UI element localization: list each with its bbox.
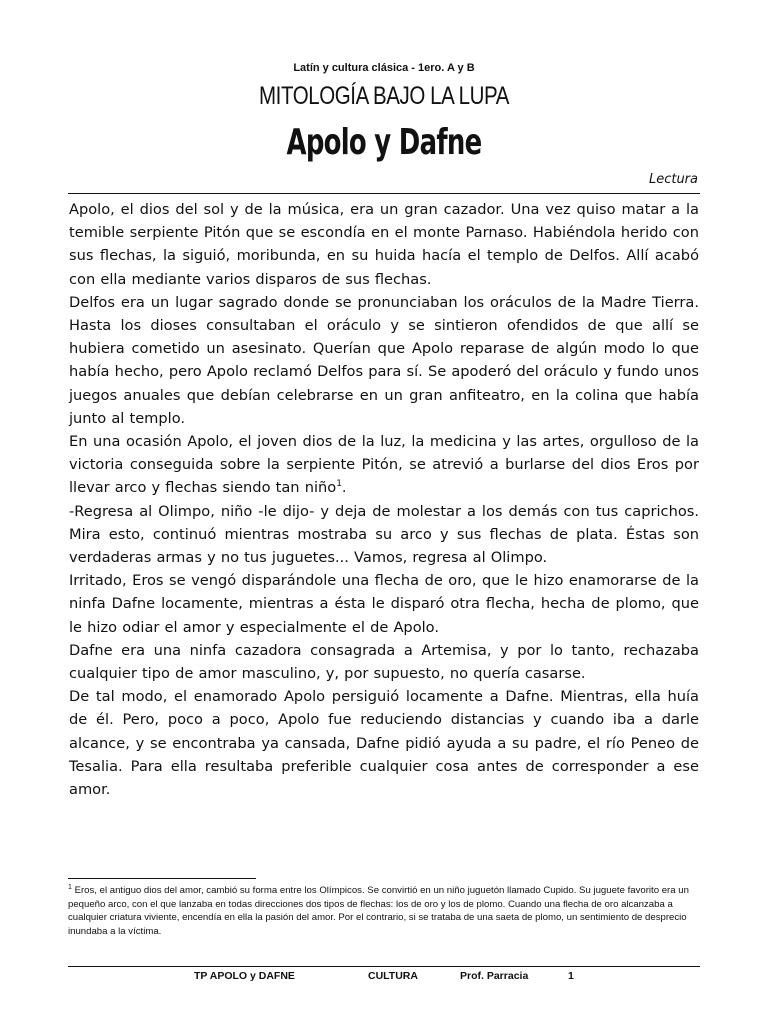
footnote-reference[interactable]: 1 — [336, 479, 342, 490]
footer-divider — [68, 966, 700, 967]
page-title: Apolo y Dafne — [286, 122, 482, 163]
paragraph — [69, 430, 699, 500]
footer-doc: TP APOLO y DAFNE — [194, 970, 295, 982]
page-number: 1 — [568, 970, 574, 982]
footnote-divider — [68, 878, 256, 879]
paragraph: -Regresa al Olimpo, niño -le dijo- y deja de molestar a los demás con tus caprichos. Mira esto, continuó mientras mostraba su arco y sus flechas de plata. Éstas son verdaderas armas y no tus juguetes... Vamos, regresa al Olimpo. — [69, 502, 699, 567]
footnote-text: Eros, el antiguo dios del amor, cambió su forma entre los Olímpicos. Se convirtió en un niño juguetón llamado Cupido. Su juguete favorito era un pequeño arco, con el que lanzaba en todas direcciones dos tipos de flechas: los de oro y los de plomo. Cuando una flecha de oro alcanzaba a cualquier criatura viviente, encendía en ella la pasión del amor. Por el contrario, si se trataba de una saeta de plomo, un sentimiento de desprecio inundaba a la víctima. — [68, 885, 689, 937]
document-page — [68, 0, 700, 1024]
paragraph: De tal modo, el enamorado Apolo persiguió locamente a Dafne. Mientras, ella huía de él. Pero, poco a poco, Apolo fue reduciendo distancias y cuando iba a darle alcance, y se encontraba ya cansada, Dafne pidió ayuda a su padre, el río Peneo de Tesalia. Para ella resultaba preferible cualquier cosa antes de corresponder a ese amor. — [69, 688, 699, 799]
section-label: Lectura — [648, 172, 698, 187]
paragraph: Dafne era una ninfa cazadora consagrada a Artemisa, y por lo tanto, rechazaba cualquier tipo de amor masculino, y, por supuesto, no quería casarse. — [69, 641, 699, 683]
footnote-marker: 1 — [68, 883, 72, 891]
paragraph: Delfos era un lugar sagrado donde se pronunciaban los oráculos de la Madre Tierra. Hasta los dioses consultaban el oráculo y se sintieron ofendidos de que allí se hubiera cometido un asesinato. Querían que Apolo reparase de algún modo lo que había hecho, pero Apolo reclamó Delfos para sí. Se apoderó del oráculo y fundo unos juegos anuales que debían celebrarse en un gran anfiteatro, en la colina que había junto al templo. — [69, 293, 699, 427]
series-title: MITOLOGÍA BAJO LA LUPA — [259, 82, 509, 110]
footer-teacher: Prof. Parracia — [460, 970, 529, 982]
footnote — [68, 884, 698, 938]
header-divider — [68, 193, 700, 194]
paragraph-text: En una ocasión Apolo, el joven dios de la luz, la medicina y las artes, orgulloso de la victoria conseguida sobre la serpiente Pitón, se atrevió a burlarse del dios Eros por llevar arco y flechas siendo tan niño — [69, 433, 699, 497]
paragraph: Irritado, Eros se vengó disparándole una flecha de oro, que le hizo enamorarse de la ninfa Dafne locamente, mientras a ésta le disparó otra flecha, hecha de plomo, que le hizo odiar el amor y especialmente el de Apolo. — [69, 572, 699, 636]
paragraph-end: . — [341, 479, 347, 497]
page-footer — [68, 970, 700, 986]
paragraph: Apolo, el dios del sol y de la música, era un gran cazador. Una vez quiso matar a la temible serpiente Pitón que se escondía en el monte Parnaso. Habiéndola herido con sus flechas, la siguió, moribunda, en su huida hacía el templo de Delfos. Allí acabó con ella mediante varios disparos de sus flechas. — [69, 201, 699, 288]
course-header: Latín y cultura clásica - 1ero. A y B — [293, 62, 475, 74]
footer-subject: CULTURA — [368, 970, 418, 982]
reading-text — [69, 198, 699, 801]
